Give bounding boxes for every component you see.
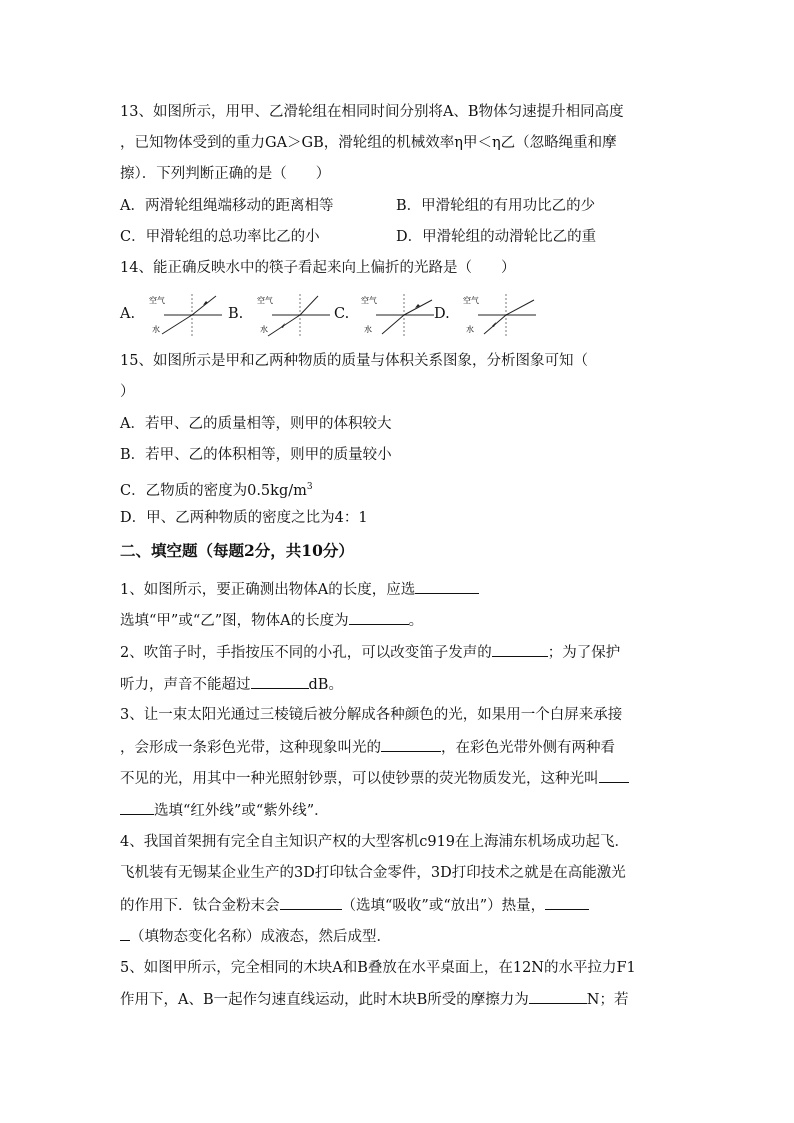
q14-diagram-c [358, 292, 438, 342]
f4-text-4: （填物态变化名称）成液态，然后成型． [130, 929, 391, 945]
f4-line-2: 飞机装有无锡某企业生产的3D打印钛合金零件，3D打印技术之就是在高能激光 [120, 865, 626, 881]
f2-line-1 [120, 642, 620, 663]
f2-text-c: 听力，声音不能超过 [120, 677, 251, 693]
f5-text-2b: N；若 [586, 992, 629, 1008]
q14-label-b: B. [228, 306, 244, 322]
f3-text-3: 不见的光，用其中一种光照射钞票，可以使钞票的荧光物质发光，这种光叫 [120, 771, 599, 787]
f4-line-1: 4、我国首架拥有完全自主知识产权的大型客机c919在上海浦东机场成功起飞． [120, 834, 630, 850]
q14-label-c: C. [334, 306, 350, 322]
q13-line-1: 13、如图所示，用甲、乙滑轮组在相同时间分别将A、B物体匀速提升相同高度 [120, 104, 624, 120]
f3-blank-1[interactable] [381, 737, 441, 752]
f3-blank-2a[interactable] [599, 768, 629, 783]
q14-d-water-label: 水 [466, 325, 474, 334]
q14-b-water-label: 水 [260, 325, 268, 334]
f3-line-4 [120, 800, 329, 821]
q14-diagram-b [254, 292, 334, 342]
q15-option-b: B．若甲、乙的体积相等，则甲的质量较小 [120, 447, 392, 463]
f4-blank-2a[interactable] [545, 895, 589, 910]
q14-a-water-label: 水 [152, 325, 160, 334]
q14-c-air-label: 空气 [361, 296, 377, 305]
q13-option-c: C．甲滑轮组的总功率比乙的小 [120, 229, 320, 245]
f2-text-a: 2、吹笛子时，手指按压不同的小孔，可以改变笛子发声的 [120, 645, 492, 661]
f1-text-b: 选填“甲”或“乙”图，物体A的长度为 [120, 613, 349, 629]
f3-text-2a: ，会形成一条彩色光带，这种现象叫光的 [120, 740, 381, 756]
q14-c-water-label: 水 [364, 325, 372, 334]
q14-label-d: D. [434, 306, 450, 322]
q13-options-row-1 [120, 196, 596, 216]
q13-line-2: ，已知物体受到的重力GA＞GB，滑轮组的机械效率η甲＜η乙（忽略绳重和摩 [120, 135, 617, 151]
q15-option-c-text: C．乙物质的密度为0.5kg/m [120, 482, 307, 499]
f3-text-4: 选填“红外线”或“紫外线”． [154, 803, 329, 819]
f2-text-d: dB。 [308, 677, 343, 693]
f3-text-2b: ，在彩色光带外侧有两种看 [441, 740, 615, 756]
f2-text-b: ；为了保护 [547, 645, 621, 661]
f3-line-3 [120, 768, 629, 789]
f3-line-2 [120, 737, 615, 758]
f2-line-2 [120, 674, 343, 695]
q14-diagram-d [460, 292, 540, 342]
q15-option-d: D．甲、乙两种物质的密度之比为4：1 [120, 510, 368, 526]
f3-blank-2b[interactable] [120, 800, 154, 815]
f4-text-3a: 的作用下．钛合金粉末会 [120, 898, 280, 914]
q13-option-a: A．两滑轮组绳端移动的距离相等 [120, 198, 334, 214]
q13-option-b: B．甲滑轮组的有用功比乙的少 [396, 198, 596, 214]
f1-line-1 [120, 579, 479, 600]
f4-line-4 [120, 926, 391, 947]
q13-options-row-2 [120, 227, 597, 247]
f4-blank-1[interactable] [280, 895, 342, 910]
f1-line-2 [120, 610, 423, 631]
q15-line-1: 15、如图所示是甲和乙两种物质的质量与体积关系图象，分析图象可知（ [120, 353, 588, 369]
q14-label-a: A. [120, 306, 136, 322]
q15-line-2: ） [120, 384, 135, 400]
f4-text-3b: （选填“吸收”或“放出”）热量， [341, 898, 546, 914]
q14-d-air-label: 空气 [463, 296, 479, 305]
q14-b-air-label: 空气 [257, 296, 273, 305]
f4-blank-2b[interactable] [120, 926, 130, 941]
f5-text-2a: 作用下，A、B一起作匀速直线运动，此时木块B所受的摩擦力为 [120, 992, 529, 1008]
q14-a-air-label: 空气 [149, 296, 165, 305]
f1-blank-2[interactable] [349, 610, 409, 625]
f1-text-a: 1、如图所示，要正确测出物体A的长度，应选 [120, 582, 416, 598]
f5-line-1: 5、如图甲所示，完全相同的木块A和B叠放在水平桌面上，在12N的水平拉力F1 [120, 960, 636, 976]
f2-blank-2[interactable] [251, 674, 309, 689]
q14-diagram-a [146, 292, 226, 342]
q13-option-d: D．甲滑轮组的动滑轮比乙的重 [396, 229, 597, 245]
f5-line-2 [120, 989, 628, 1010]
f4-line-3 [120, 895, 589, 916]
q15-option-a: A．若甲、乙的质量相等，则甲的体积较大 [120, 416, 392, 432]
q14-diagram-row [120, 292, 540, 340]
f1-text-c: 。 [408, 613, 424, 629]
section-2-heading: 二、填空题（每题2分，共10分） [120, 541, 354, 560]
q15-option-c [120, 477, 313, 501]
q15-option-c-superscript: 3 [306, 482, 313, 492]
f5-blank-1[interactable] [529, 989, 587, 1004]
f3-line-1: 3、让一束太阳光通过三棱镜后被分解成各种颜色的光，如果用一个白屏来承接 [120, 707, 623, 723]
f2-blank-1[interactable] [492, 642, 548, 657]
f1-blank-1[interactable] [415, 579, 479, 594]
q13-line-3: 擦）．下列判断正确的是（ ） [120, 166, 331, 182]
q14-line-1: 14、能正确反映水中的筷子看起来向上偏折的光路是（ ） [120, 260, 516, 276]
